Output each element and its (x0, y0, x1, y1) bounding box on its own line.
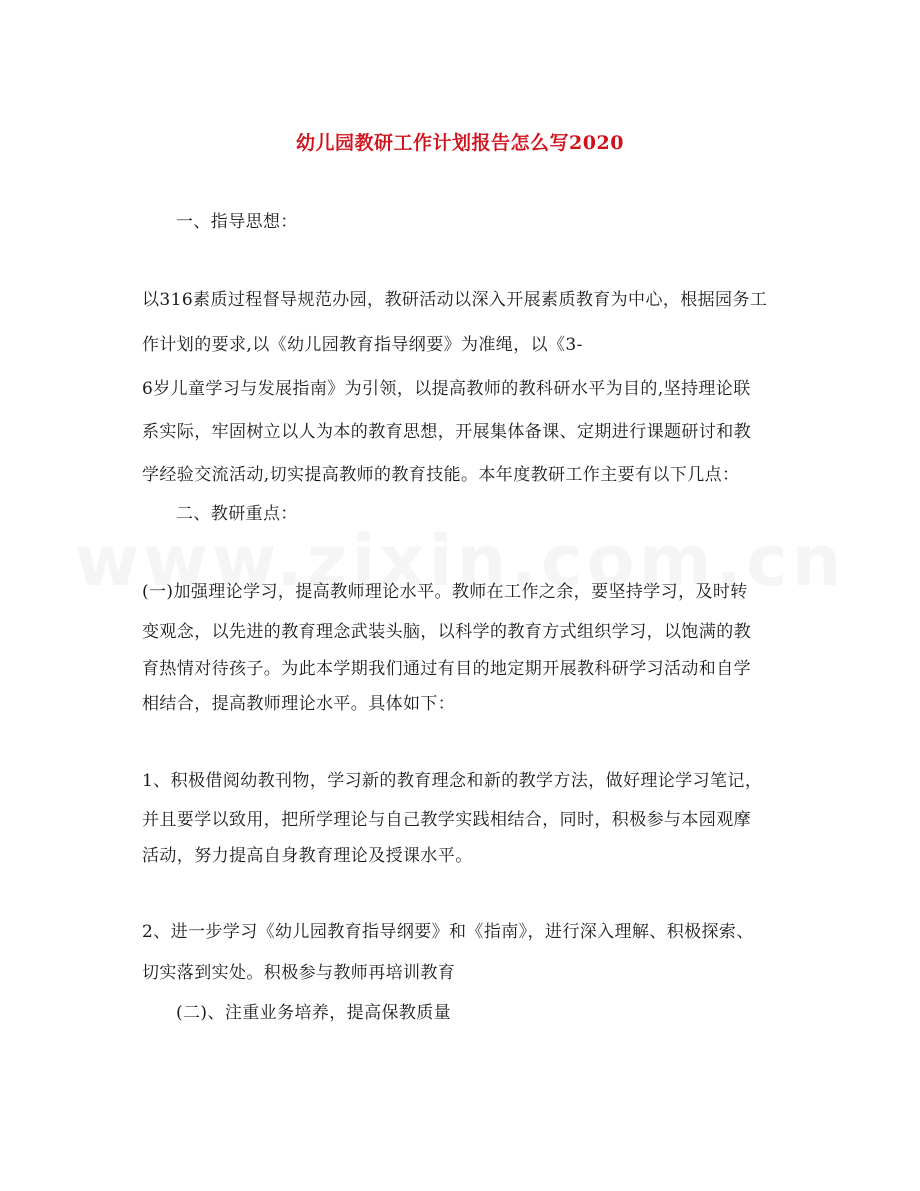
section-heading-business-training: (二)、注重业务培养，提高保教质量 (176, 1003, 452, 1023)
paragraph-line: 学经验交流活动,切实提高教师的教育技能。本年度教研工作主要有以下几点： (142, 465, 740, 485)
section-heading-research-focus: 二、教研重点： (176, 504, 298, 524)
paragraph-line: 作计划的要求,以《幼儿园教育指导纲要》为准绳，以《3- (142, 335, 583, 355)
document-title: 幼儿园教研工作计划报告怎么写2020 (296, 132, 624, 154)
paragraph-line: 1、积极借阅幼教刊物，学习新的教育理念和新的教学方法，做好理论学习笔记， (142, 771, 763, 791)
paragraph-line: 系实际，牢固树立以人为本的教育思想，开展集体备课、定期进行课题研讨和教 (142, 422, 751, 442)
paragraph-line: 活动，努力提高自身教育理论及授课水平。 (142, 846, 473, 866)
paragraph-line: 切实落到实处。积极参与教师再培训教育 (142, 963, 456, 983)
paragraph-line: 相结合，提高教师理论水平。具体如下： (142, 694, 456, 714)
paragraph-line: 2、进一步学习《幼儿园教育指导纲要》和《指南》，进行深入理解、积极探索、 (142, 922, 754, 942)
paragraph-line: 育热情对待孩子。为此本学期我们通过有目的地定期开展教科研学习活动和自学 (142, 659, 751, 679)
paragraph-line: 并且要学以致用，把所学理论与自己教学实践相结合，同时，积极参与本园观摩 (142, 810, 751, 830)
paragraph-line: (一)加强理论学习，提高教师理论水平。教师在工作之余，要坚持学习，及时转 (142, 582, 748, 602)
paragraph-line: 以316素质过程督导规范办园，教研活动以深入开展素质教育为中心，根据园务工 (142, 290, 768, 310)
paragraph-line: 变观念，以先进的教育理念武装头脑，以科学的教育方式组织学习，以饱满的教 (142, 622, 751, 642)
section-heading-guiding-ideology: 一、指导思想： (176, 212, 298, 232)
paragraph-line: 6岁儿童学习与发展指南》为引领，以提高教师的教科研水平为目的,坚持理论联 (142, 379, 751, 399)
